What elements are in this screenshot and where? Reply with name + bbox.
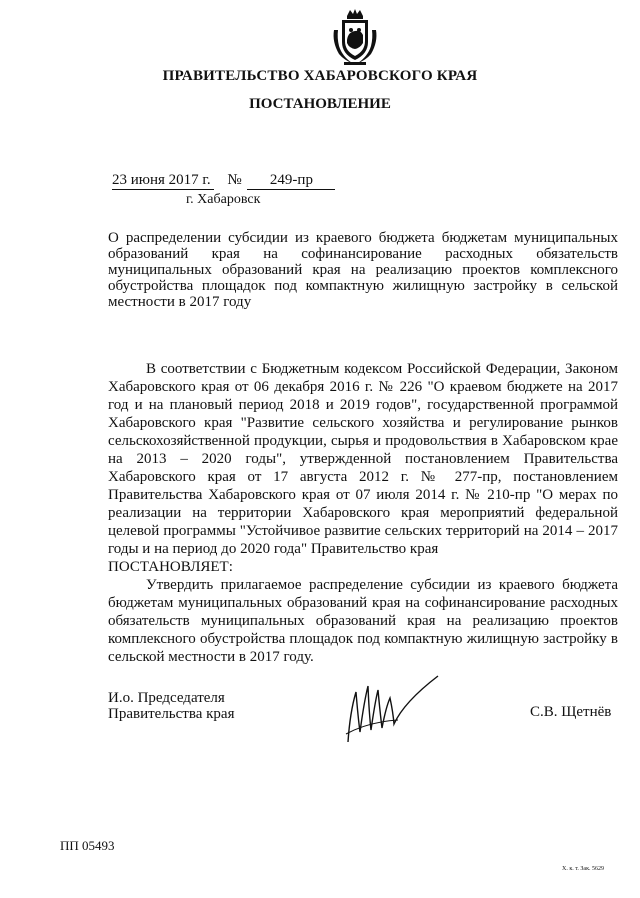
organization-title: ПРАВИТЕЛЬСТВО ХАБАРОВСКОГО КРАЯ [162,68,478,84]
print-order-mark: Х. к. т. Зак. 5629 [562,866,605,872]
document-city: г. Хабаровск [186,192,261,207]
resolves-heading: ПОСТАНОВЛЯЕТ: [108,559,233,575]
coat-of-arms-icon [330,8,380,66]
decision-paragraph: Утвердить прилагаемое распределение субсидии из краевого бюджета бюджетам муниципальных образований края на софинансирование расходных обязательств муниципальных образований края на реализацию проектов комплексного обустройства площадок под компактную жилищную застройку в сельской местности в 2017 году. [108,577,618,665]
document-subject: О распределении субсидии из краевого бюджета бюджетам муниципальных образований края на софинансирование расходных обязательств муниципальных образований края на реализацию проектов комплексного обустройства площадок под компактную жилищную застройку в сельской местности в 2017 году [108,230,618,310]
signatory-position [108,690,235,722]
document-code: ПП 05493 [60,838,115,853]
document-date: 23 июня 2017 г. [112,173,214,190]
signatory-position-line1: И.о. Председателя [108,690,225,706]
number-sign: № [227,172,242,188]
document-date-number-line [112,172,335,190]
preamble-paragraph: В соответствии с Бюджетным кодексом Российской Федерации, Законом Хабаровского края от 06 декабря 2016 г. № 226 "О краевом бюджете на 2017 год и на плановый период 2018 и 2019 годов", государственной программой Хабаровского края "Развитие сельского хозяйства и регулирование рынков сельскохозяйственной продукции, сырья и продовольствия в Хабаровском крае на 2013 – 2020 годы", утвержденной постановлением Правительства Хабаровского края от 17 августа 2012 г. № 277-пр, постановлением Правительства Хабаровского края от 07 июля 2014 г. № 210-пр "О мерах по реализации на территории Хабаровского края мероприятий федеральной целевой программы "Устойчивое развитие сельских территорий на 2014 – 2017 годы и на период до 2020 года" Правительство края [108,361,618,557]
document-type-title: ПОСТАНОВЛЕНИЕ [249,96,391,112]
document-number: 249-пр [247,173,335,190]
handwritten-signature [338,672,448,752]
signature-icon [338,672,448,752]
signatory-position-line2: Правительства края [108,706,235,722]
coat-of-arms-emblem [330,8,380,66]
signatory-name: С.В. Щетнёв [530,704,612,720]
document-body [108,360,618,666]
